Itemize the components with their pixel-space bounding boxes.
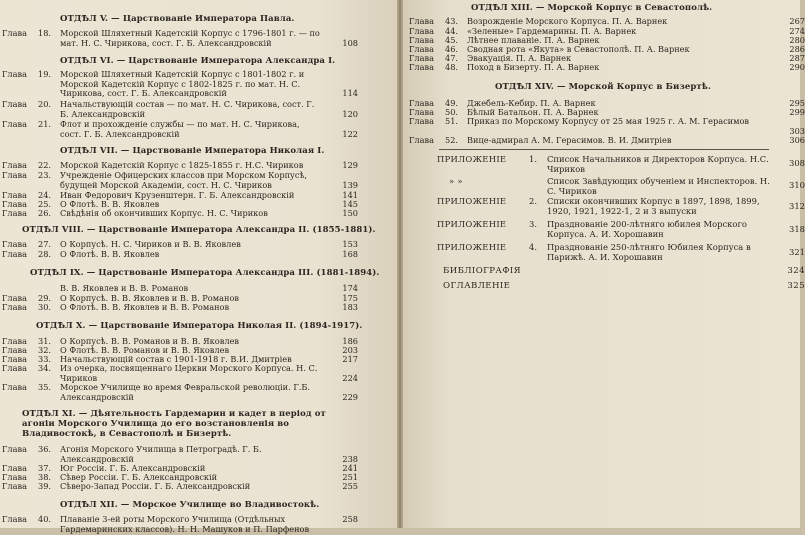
entry-page: 183 (342, 302, 358, 312)
entry-label: Глава (409, 107, 434, 117)
appendix-entry (437, 219, 805, 241)
entry-number: 29. (38, 293, 52, 303)
entry-page: 203 (342, 345, 358, 355)
entry-page: 290 (789, 62, 805, 72)
entry-title: Свѣдѣнія об окончивших Корпус. Н. С. Чириков (60, 208, 268, 218)
entry-page: 186 (342, 336, 358, 346)
entry-number: 36. (38, 444, 52, 454)
entry-title: Вице-адмирал А. М. Герасимов. В. И. Дмитріев (467, 135, 672, 145)
entry-number: 20. (38, 99, 52, 109)
entry-title: Приказ по Морскому Корпусу от 25 мая 1925 г. А. М. Герасимов (467, 116, 750, 126)
entry-page: 175 (342, 293, 358, 303)
entry-number: 50. (445, 107, 459, 117)
entry-label: Глава (2, 336, 27, 346)
entry-label: Глава (2, 363, 27, 373)
section-heading: ОТДѢЛ V. — Царствованіе Императора Павла. (60, 14, 295, 24)
contents-entry (443, 281, 805, 293)
appendix-label: ПРИЛОЖЕНІЕ (437, 196, 507, 206)
appendix-title: Празднованіе 200-лѣтняго юбилея Морского Корпуса. А. И. Хорошавин (547, 219, 747, 239)
toc-entry (2, 445, 358, 465)
entry-title: Поход в Бизерту. П. А. Варнек (467, 62, 600, 72)
entry-page: 299 (789, 107, 805, 117)
entry-label: Глава (409, 116, 434, 126)
toc-entry (2, 171, 358, 191)
toc-entry (2, 482, 358, 492)
left-page (0, 0, 397, 534)
entry-page: 258 (342, 514, 358, 524)
toc-entry (2, 70, 358, 100)
toc-entry (409, 63, 805, 73)
entry-title: Из очерка, посвященнаго Церкви Морского Корпуса. Н. С. Чириков (60, 363, 318, 383)
entry-title: Морское Училище во время Февральской революціи. Г.Б. Александровскій (60, 382, 310, 402)
entry-number: 25. (38, 199, 52, 209)
appendix-number: 1. (529, 154, 537, 164)
entry-number: 19. (38, 69, 52, 79)
toc-entry (2, 209, 358, 219)
toc-entry (2, 383, 358, 403)
entry-page: 286 (789, 44, 805, 54)
bibliography-page: 324 (787, 266, 805, 276)
entry-label: Глава (2, 249, 27, 259)
bibliography-entry (443, 266, 805, 278)
section-heading: ОТДѢЛ XI. — Дѣятельность Гардемарин и кадет в період от агоніи Морского Училища до его возстановленія во Владивостокѣ, в Севастополѣ и Бизертѣ. (22, 409, 326, 439)
entry-label: Глава (2, 239, 27, 249)
entry-number: 18. (38, 28, 52, 38)
entry-number: 34. (38, 363, 52, 373)
entry-label: Глава (2, 514, 27, 524)
entry-number: 33. (38, 354, 52, 364)
entry-label: Глава (2, 293, 27, 303)
entry-label: Глава (2, 444, 27, 454)
toc-entry (2, 120, 358, 140)
entry-page: 287 (789, 53, 805, 63)
appendix-page: 312 (789, 201, 805, 211)
section-heading: ОТДѢЛ XIV. — Морской Корпус в Бизертѣ. (495, 82, 711, 92)
entry-page: 303 (789, 125, 805, 136)
bibliography-label: БИБЛІОГРАФІЯ (443, 266, 521, 276)
entry-label: Глава (2, 382, 27, 392)
entry-number: 30. (38, 302, 52, 312)
entry-number: 46. (445, 44, 459, 54)
entry-label: Глава (2, 190, 27, 200)
toc-entry (2, 240, 358, 250)
entry-number: 45. (445, 35, 459, 45)
toc-entry (2, 250, 358, 260)
appendix-page: 310 (789, 180, 805, 190)
entry-title: О Флотѣ. В. В. Яковлев (60, 249, 160, 259)
entry-title: О Флотѣ. В. В. Яковлев и В. В. Романов (60, 302, 230, 312)
entry-label: Глава (2, 354, 27, 364)
entry-label: Глава (409, 62, 434, 72)
entry-page: 280 (789, 35, 805, 45)
entry-number: 39. (38, 481, 52, 491)
entry-number: 44. (445, 26, 459, 36)
entry-page: 174 (342, 283, 358, 293)
entry-number: 38. (38, 472, 52, 482)
toc-entry (409, 136, 805, 146)
entry-number: 37. (38, 463, 52, 473)
entry-page: 274 (789, 26, 805, 36)
entry-title: О Флотѣ. В. В. Яковлев (60, 199, 160, 209)
entry-label: Глава (2, 28, 27, 38)
entry-page: 224 (342, 372, 358, 383)
entry-title: Возрожденіе Морского Корпуса. П. А. Варнек (467, 16, 668, 26)
entry-number: 28. (38, 249, 52, 259)
entry-title: Бѣлый Батальон. П. А. Варнек (467, 107, 599, 117)
appendix-number: 2. (529, 196, 537, 206)
section-heading: ОТДѢЛ VII. — Царствованіе Императора Николая I. (60, 146, 325, 156)
entry-label: Глава (2, 199, 27, 209)
appendix-entry (437, 242, 805, 264)
entry-page: 114 (342, 88, 358, 99)
appendix-title: Списки окончивших Корпус в 1897, 1898, 1899, 1920, 1921, 1922-1, 2 и 3 выпуски (547, 196, 760, 216)
entry-number: 22. (38, 160, 52, 170)
entry-page: 229 (342, 391, 358, 402)
entry-title: Сводная рота «Якута» в Севастополѣ. П. А. Варнек (467, 44, 690, 54)
section-heading: ОТДѢЛ IX. — Царствованіе Императора Александра III. (1881-1894). (30, 268, 380, 278)
entry-title: Морской Шляхетный Кадетскій Корпус с 1801-1802 г. и Морской Кадетскій Корпус с 1802-1825 г. по мат. Н. С. Чирикова, сост. Г. Б. Александровскій (60, 69, 305, 99)
contents-page: 325 (787, 281, 805, 291)
section-divider (439, 149, 769, 150)
entry-page: 267 (789, 16, 805, 26)
appendix-number: 3. (529, 219, 537, 229)
contents-label: ОГЛАВЛЕНІЕ (443, 281, 511, 291)
entry-title: Морской Шляхетный Кадетскій Корпус с 1796-1801 г. — по мат. Н. С. Чирикова, сост. Г. Б. Александровскій (60, 28, 320, 48)
entry-title: Начальствующій состав — по мат. Н. С. Чирикова, сост. Г. Б. Александровскій (60, 99, 315, 119)
entry-label: Глава (409, 44, 434, 54)
entry-title: Морской Кадетскій Корпус с 1825-1855 г. Н.С. Чириков (60, 160, 304, 170)
entry-label: Глава (409, 35, 434, 45)
entry-label: Глава (2, 463, 27, 473)
appendix-label: ПРИЛОЖЕНІЕ (437, 242, 507, 252)
entry-page: 122 (342, 128, 358, 139)
appendix-label: ПРИЛОЖЕНІЕ (437, 219, 507, 229)
entry-title: О Корпусѣ. В. В. Романов и В. В. Яковлев (60, 336, 239, 346)
entry-number: 21. (38, 119, 52, 129)
entry-title: Учрежденіе Офицерских классов при Морском Корпусѣ, будущей Морской Академіи, сост. Н. С. Чириков (60, 170, 308, 190)
entry-title: Флот и прохожденіе службы — по мат. Н. С. Чирикова, сост. Г. Б. Александровскій (60, 119, 300, 139)
entry-label: Глава (2, 472, 27, 482)
entry-label: Глава (409, 26, 434, 36)
entry-number: 31. (38, 336, 52, 346)
entry-title: Начальствующій состав с 1901-1918 г. В.И. Дмитріев (60, 354, 292, 364)
entry-title: Сѣверо-Запад Россіи. Г. Б. Александровскій (60, 481, 251, 491)
entry-number: 26. (38, 208, 52, 218)
entry-label: Глава (2, 99, 27, 109)
entry-title: О Флотѣ. В. В. Романов и В. В. Яковлев (60, 345, 230, 355)
appendix-entry (437, 154, 805, 176)
toc-entry (2, 100, 358, 120)
entry-page: 238 (342, 453, 358, 464)
section-heading: ОТДѢЛ XIII. — Морской Корпус в Севастополѣ. (471, 3, 713, 13)
entry-page: 139 (342, 179, 358, 190)
entry-page: 129 (342, 160, 358, 170)
appendix-entry (437, 196, 805, 218)
entry-label: Глава (409, 98, 434, 108)
entry-label: Глава (2, 481, 27, 491)
entry-title: Иван Федорович Крузенштерн. Г. Б. Александровскій (60, 190, 295, 200)
entry-label: Глава (2, 170, 27, 180)
section-heading: ОТДѢЛ VIII. — Царствованіе Императора Александра II. (1855-1881). (22, 225, 376, 235)
toc-entry (2, 303, 358, 313)
entry-page: 168 (342, 249, 358, 259)
entry-label: Глава (2, 160, 27, 170)
appendix-entry (437, 176, 805, 198)
entry-label: Глава (2, 208, 27, 218)
entry-number: 47. (445, 53, 459, 63)
entry-page: 217 (342, 354, 358, 364)
toc-entry (409, 117, 805, 137)
entry-page: 120 (342, 108, 358, 119)
entry-title: Эвакуація. П. А. Варнек (467, 53, 572, 63)
entry-page: 108 (342, 37, 358, 48)
appendix-title: Список Завѣдующих обученіем и Инспекторов. Н. С. Чириков (547, 176, 770, 196)
entry-page: 145 (342, 199, 358, 209)
right-page (403, 0, 805, 528)
entry-page: 295 (789, 98, 805, 108)
appendix-label: ПРИЛОЖЕНІЕ (437, 154, 507, 164)
entry-page: 251 (342, 472, 358, 482)
toc-entry (2, 29, 358, 49)
toc-entry (2, 364, 358, 384)
appendix-title: Список Начальников и Директоров Корпуса. Н.С. Чириков (547, 154, 769, 174)
entry-title: Плаваніе 3-ей роты Морского Училища (Отдѣльных Гардемаринских классов). Н. Н. Машуков и П. Парфенов (60, 514, 310, 534)
entry-number: 40. (38, 514, 52, 524)
entry-number: 27. (38, 239, 52, 249)
entry-title: В. В. Яковлев и В. В. Романов (60, 283, 189, 293)
entry-label: Глава (409, 135, 434, 145)
entry-number: 43. (445, 16, 459, 26)
entry-label: Глава (2, 345, 27, 355)
entry-title: О Корпусѣ. Н. С. Чириков и В. В. Яковлев (60, 239, 241, 249)
entry-title: Агонія Морского Училища в Петроградѣ. Г. Б. Александровскій (60, 444, 262, 464)
entry-page: 241 (342, 463, 358, 473)
appendix-page: 308 (789, 158, 805, 168)
entry-page: 306 (789, 135, 805, 145)
entry-label: Глава (2, 119, 27, 129)
entry-label: Глава (409, 53, 434, 63)
appendix-number: 4. (529, 242, 537, 252)
entry-page: 141 (342, 190, 358, 200)
entry-label: Глава (2, 302, 27, 312)
entry-title: Юг Россіи. Г. Б. Александровскій (60, 463, 206, 473)
entry-label: Глава (409, 16, 434, 26)
appendix-title: Празднованіе 250-лѣтняго Юбилея Корпуса в Парижѣ. А. И. Хорошавин (547, 242, 751, 262)
entry-page: 150 (342, 208, 358, 218)
entry-number: 48. (445, 62, 459, 72)
entry-title: Джебель-Кебир. П. А. Варнек (467, 98, 596, 108)
entry-number: 49. (445, 98, 459, 108)
entry-label: Глава (2, 69, 27, 79)
entry-number: 32. (38, 345, 52, 355)
entry-number: 24. (38, 190, 52, 200)
entry-title: О Корпусѣ. В. В. Яковлев и В. В. Романов (60, 293, 239, 303)
entry-number: 51. (445, 116, 459, 126)
appendix-label: » » (449, 176, 463, 186)
appendix-page: 318 (789, 224, 805, 234)
section-heading: ОТДѢЛ X. — Царствованіе Императора Николая II. (1894-1917). (36, 321, 363, 331)
entry-number: 23. (38, 170, 52, 180)
entry-title: «Зеленые» Гардемарины. П. А. Варнек (467, 26, 637, 36)
entry-page: 255 (342, 481, 358, 491)
appendix-page: 321 (789, 247, 805, 257)
entry-number: 52. (445, 135, 459, 145)
entry-title: Лѣтнее плаваніе. П. А. Варнек (467, 35, 600, 45)
section-heading: ОТДѢЛ VI. — Царствованіе Императора Александра I. (60, 56, 336, 66)
entry-title: Сѣвер Россіи. Г. Б. Александровскій (60, 472, 218, 482)
section-heading: ОТДѢЛ XII. — Морское Училище во Владивостокѣ. (60, 500, 320, 510)
entry-number: 35. (38, 382, 52, 392)
entry-page: 153 (342, 239, 358, 249)
toc-entry (2, 515, 358, 535)
